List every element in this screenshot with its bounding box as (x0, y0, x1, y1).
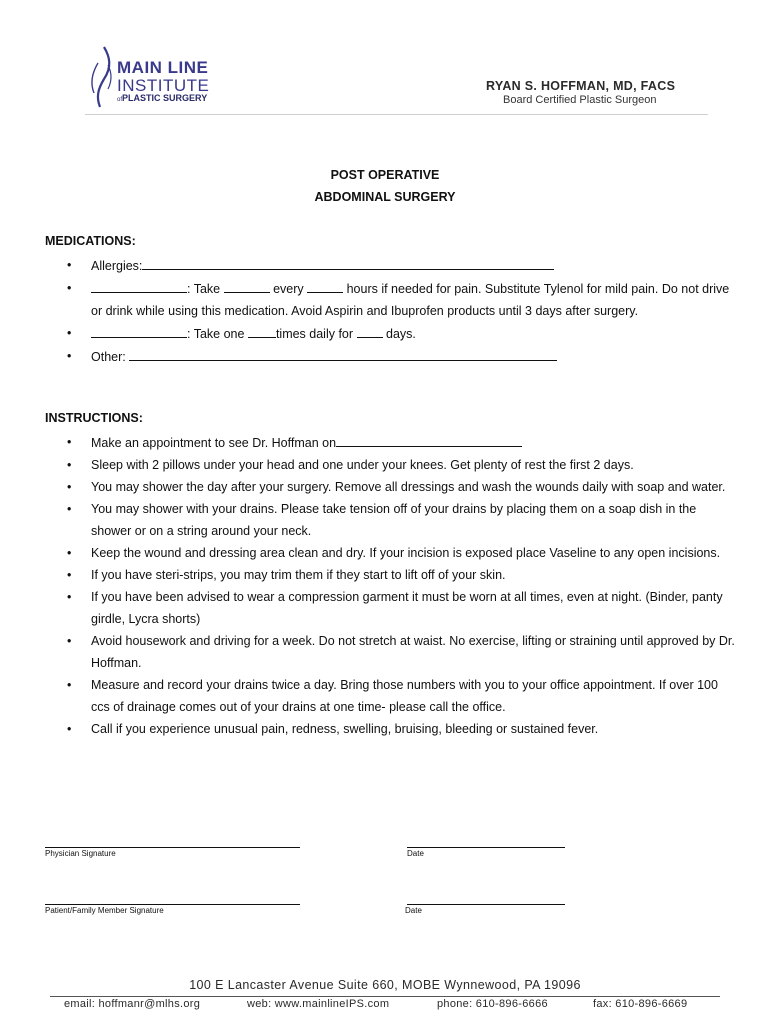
pain-med-text-b: every (269, 282, 308, 296)
allergies-field[interactable] (142, 254, 554, 270)
header-divider (85, 114, 708, 115)
medications-list (45, 254, 735, 368)
list-item: • You may shower with your drains. Please take tension off of your drains by placing them on a soap dish in the shower or on a string around your neck. (45, 498, 735, 542)
daily-medication-name-field[interactable] (91, 322, 187, 338)
daily-days-field[interactable] (357, 322, 383, 338)
list-item: • Avoid housework and driving for a week. Do not stretch at waist. No exercise, lifting or straining until approved by Dr. Hoffman. (45, 630, 735, 674)
footer-email[interactable]: email: hoffmanr@mlhs.org (64, 998, 201, 1010)
logo-text-line3 (117, 94, 207, 103)
daily-med-text-c: days. (382, 327, 416, 341)
physician-date-line[interactable] (407, 847, 565, 848)
list-item: • If you have steri-strips, you may trim them if they start to lift off of your skin. (45, 564, 735, 586)
doctor-title: Board Certified Plastic Surgeon (503, 94, 657, 106)
patient-signature-label: Patient/Family Member Signature (45, 906, 164, 915)
list-item-other (45, 345, 735, 368)
daily-med-text-a: : Take one (187, 327, 248, 341)
list-item: • Keep the wound and dressing area clean and dry. If your incision is exposed place Vaseline to any open incisions. (45, 542, 735, 564)
pain-medication-name-field[interactable] (91, 277, 187, 293)
list-item: • Sleep with 2 pillows under your head and one under your knees. Get plenty of rest the first 2 days. (45, 454, 735, 476)
footer-divider (50, 996, 720, 997)
footer-phone: phone: 610-896-6666 (437, 998, 548, 1010)
footer-web[interactable]: web: www.mainlineIPS.com (247, 998, 390, 1010)
physician-signature-label: Physician Signature (45, 849, 116, 858)
list-item-allergies (45, 254, 735, 277)
logo-text-line3-main: PLASTIC SURGERY (122, 93, 208, 103)
list-item: • Call if you experience unusual pain, redness, swelling, bruising, bleeding or sustained fever. (45, 718, 735, 740)
page-title-line2: ABDOMINAL SURGERY (314, 190, 456, 204)
allergies-label: Allergies: (91, 259, 143, 273)
instructions-heading: INSTRUCTIONS: (45, 411, 143, 425)
logo-text-line1: MAIN LINE (117, 58, 209, 77)
pain-med-text-a: : Take (187, 282, 224, 296)
logo-text-line2: INSTITUTE (117, 76, 210, 95)
list-item-pain-medication (45, 277, 735, 322)
other-label: Other: (91, 350, 130, 364)
logo-of: of (117, 97, 123, 103)
list-item: • If you have been advised to wear a compression garment it must be worn at all times, even at night. (Binder, panty girdle, Lycra shorts) (45, 586, 735, 630)
daily-times-field[interactable] (248, 322, 276, 338)
logo-swoosh-icon (82, 45, 122, 109)
instructions-list (45, 431, 735, 740)
pain-med-text-c: hours if needed for pain. Substitute Tylenol for mild pain. Do not drive or drink while using this medication. Avoid Aspirin and Ibuprofen products until 3 days after surgery. (91, 282, 730, 318)
appointment-date-field[interactable] (336, 431, 522, 447)
doctor-name: RYAN S. HOFFMAN, MD, FACS (486, 79, 676, 93)
medications-heading: MEDICATIONS: (45, 234, 136, 248)
pain-dose-field[interactable] (224, 277, 270, 293)
footer-address: 100 E Lancaster Avenue Suite 660, MOBE Wynnewood, PA 19096 (189, 978, 581, 992)
appointment-label: Make an appointment to see Dr. Hoffman on (91, 436, 337, 450)
list-item: • Measure and record your drains twice a day. Bring those numbers with you to your office appointment. If over 100 ccs of drainage comes out of your drains at one time- please call the office. (45, 674, 735, 718)
patient-signature-line[interactable] (45, 904, 300, 905)
patient-date-line[interactable] (407, 904, 565, 905)
physician-date-label: Date (407, 849, 424, 858)
patient-date-label: Date (405, 906, 422, 915)
page-title-line1: POST OPERATIVE (330, 168, 440, 182)
other-field[interactable] (129, 345, 557, 361)
list-item-daily-medication (45, 322, 735, 345)
list-item-appointment (45, 431, 735, 454)
physician-signature-line[interactable] (45, 847, 300, 848)
list-item: • You may shower the day after your surgery. Remove all dressings and wash the wounds daily with soap and water. (45, 476, 735, 498)
daily-med-text-b: times daily for (275, 327, 357, 341)
pain-interval-field[interactable] (307, 277, 343, 293)
footer-fax: fax: 610-896-6669 (593, 998, 688, 1010)
